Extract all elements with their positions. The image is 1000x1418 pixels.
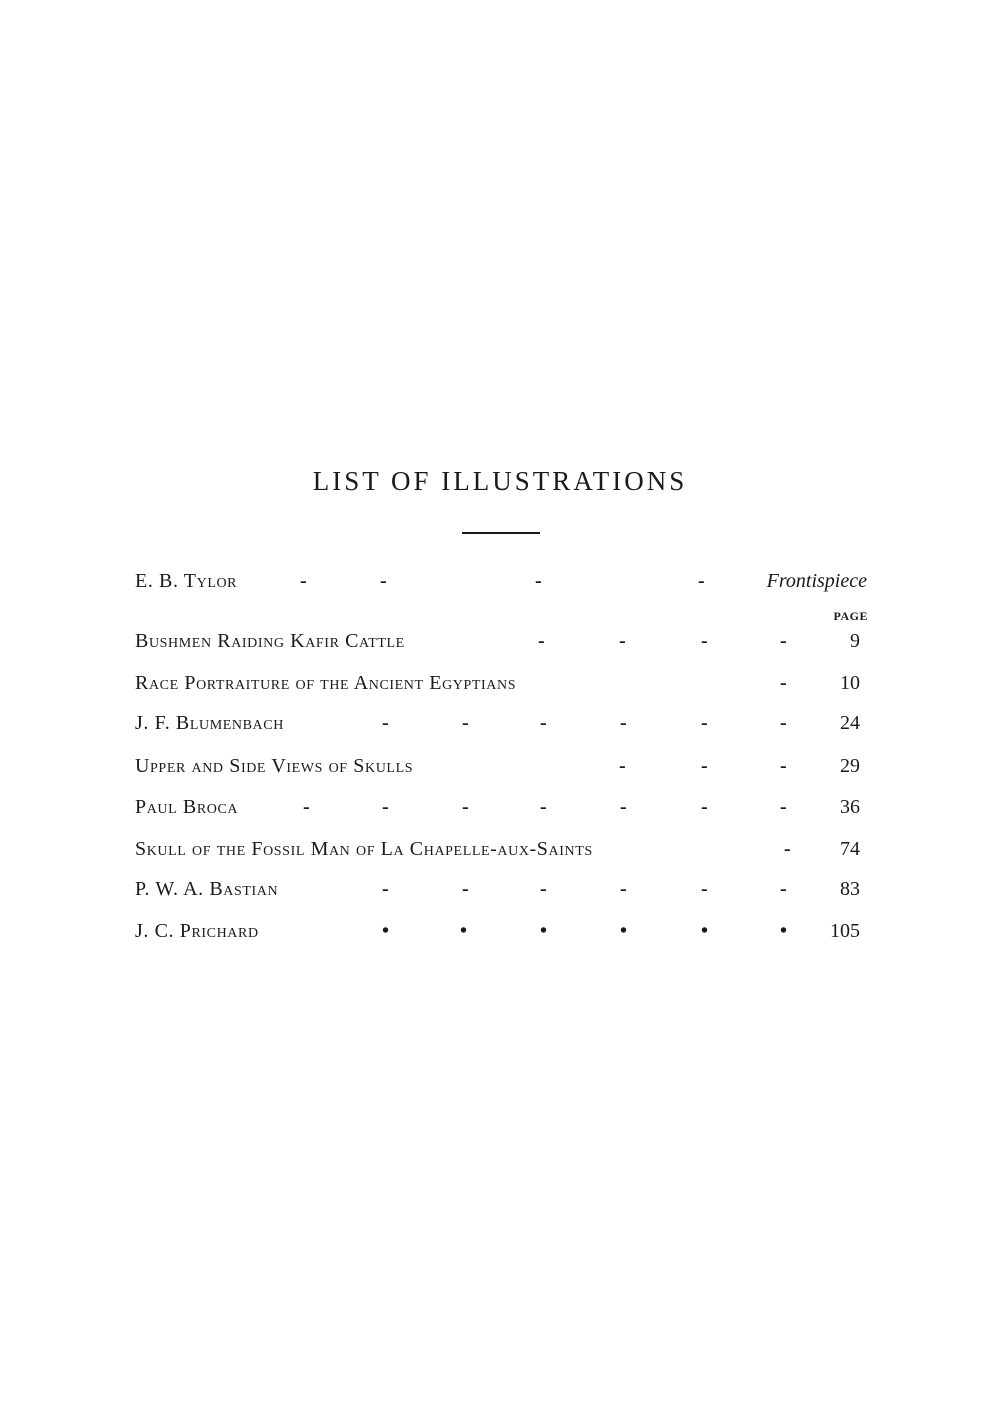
page-number: 74 — [840, 838, 860, 860]
illustration-label: E. B. Tylor — [135, 570, 238, 592]
list-item: Race Portraiture of the Ancient Egyptians - 10 — [135, 668, 865, 698]
illustration-label: Upper and Side Views of Skulls — [135, 755, 414, 777]
illustration-label: Paul Broca — [135, 796, 239, 818]
list-item: P. W. A. Bastian - - - - - - 83 — [135, 874, 865, 904]
page-number: 10 — [840, 672, 860, 694]
page-number: 105 — [830, 920, 860, 942]
title-rule — [462, 532, 540, 534]
illustration-label: J. F. Blumenbach — [135, 712, 284, 734]
page-number: 29 — [840, 755, 860, 777]
page-number: 24 — [840, 712, 860, 734]
list-item: Paul Broca - - - - - - - 36 — [135, 792, 865, 822]
illustration-label: Bushmen Raiding Kafir Cattle — [135, 630, 405, 652]
list-item: Bushmen Raiding Kafir Cattle - - - - 9 — [135, 626, 865, 656]
list-item: J. C. Prichard • • • • • • 105 — [135, 916, 865, 946]
list-item: J. F. Blumenbach - - - - - - 24 — [135, 708, 865, 738]
page-number: 36 — [840, 796, 860, 818]
illustration-label: Skull of the Fossil Man of La Chapelle-aux-Saints — [135, 838, 593, 860]
list-item: Upper and Side Views of Skulls - - - 29 — [135, 751, 865, 781]
page-number: 83 — [840, 878, 860, 900]
list-item: Skull of the Fossil Man of La Chapelle-aux-Saints - 74 — [135, 834, 865, 864]
page-column-heading: PAGE — [833, 609, 868, 623]
illustration-label: J. C. Prichard — [135, 920, 259, 942]
page-title: LIST OF ILLUSTRATIONS — [312, 466, 688, 496]
illustration-label: P. W. A. Bastian — [135, 878, 279, 900]
list-item: E. B. Tylor - - - - Frontispiece — [135, 566, 865, 596]
page-number: 9 — [850, 630, 860, 652]
page-number: Frontispiece — [766, 570, 867, 592]
illustration-label: Race Portraiture of the Ancient Egyptians — [135, 672, 517, 694]
